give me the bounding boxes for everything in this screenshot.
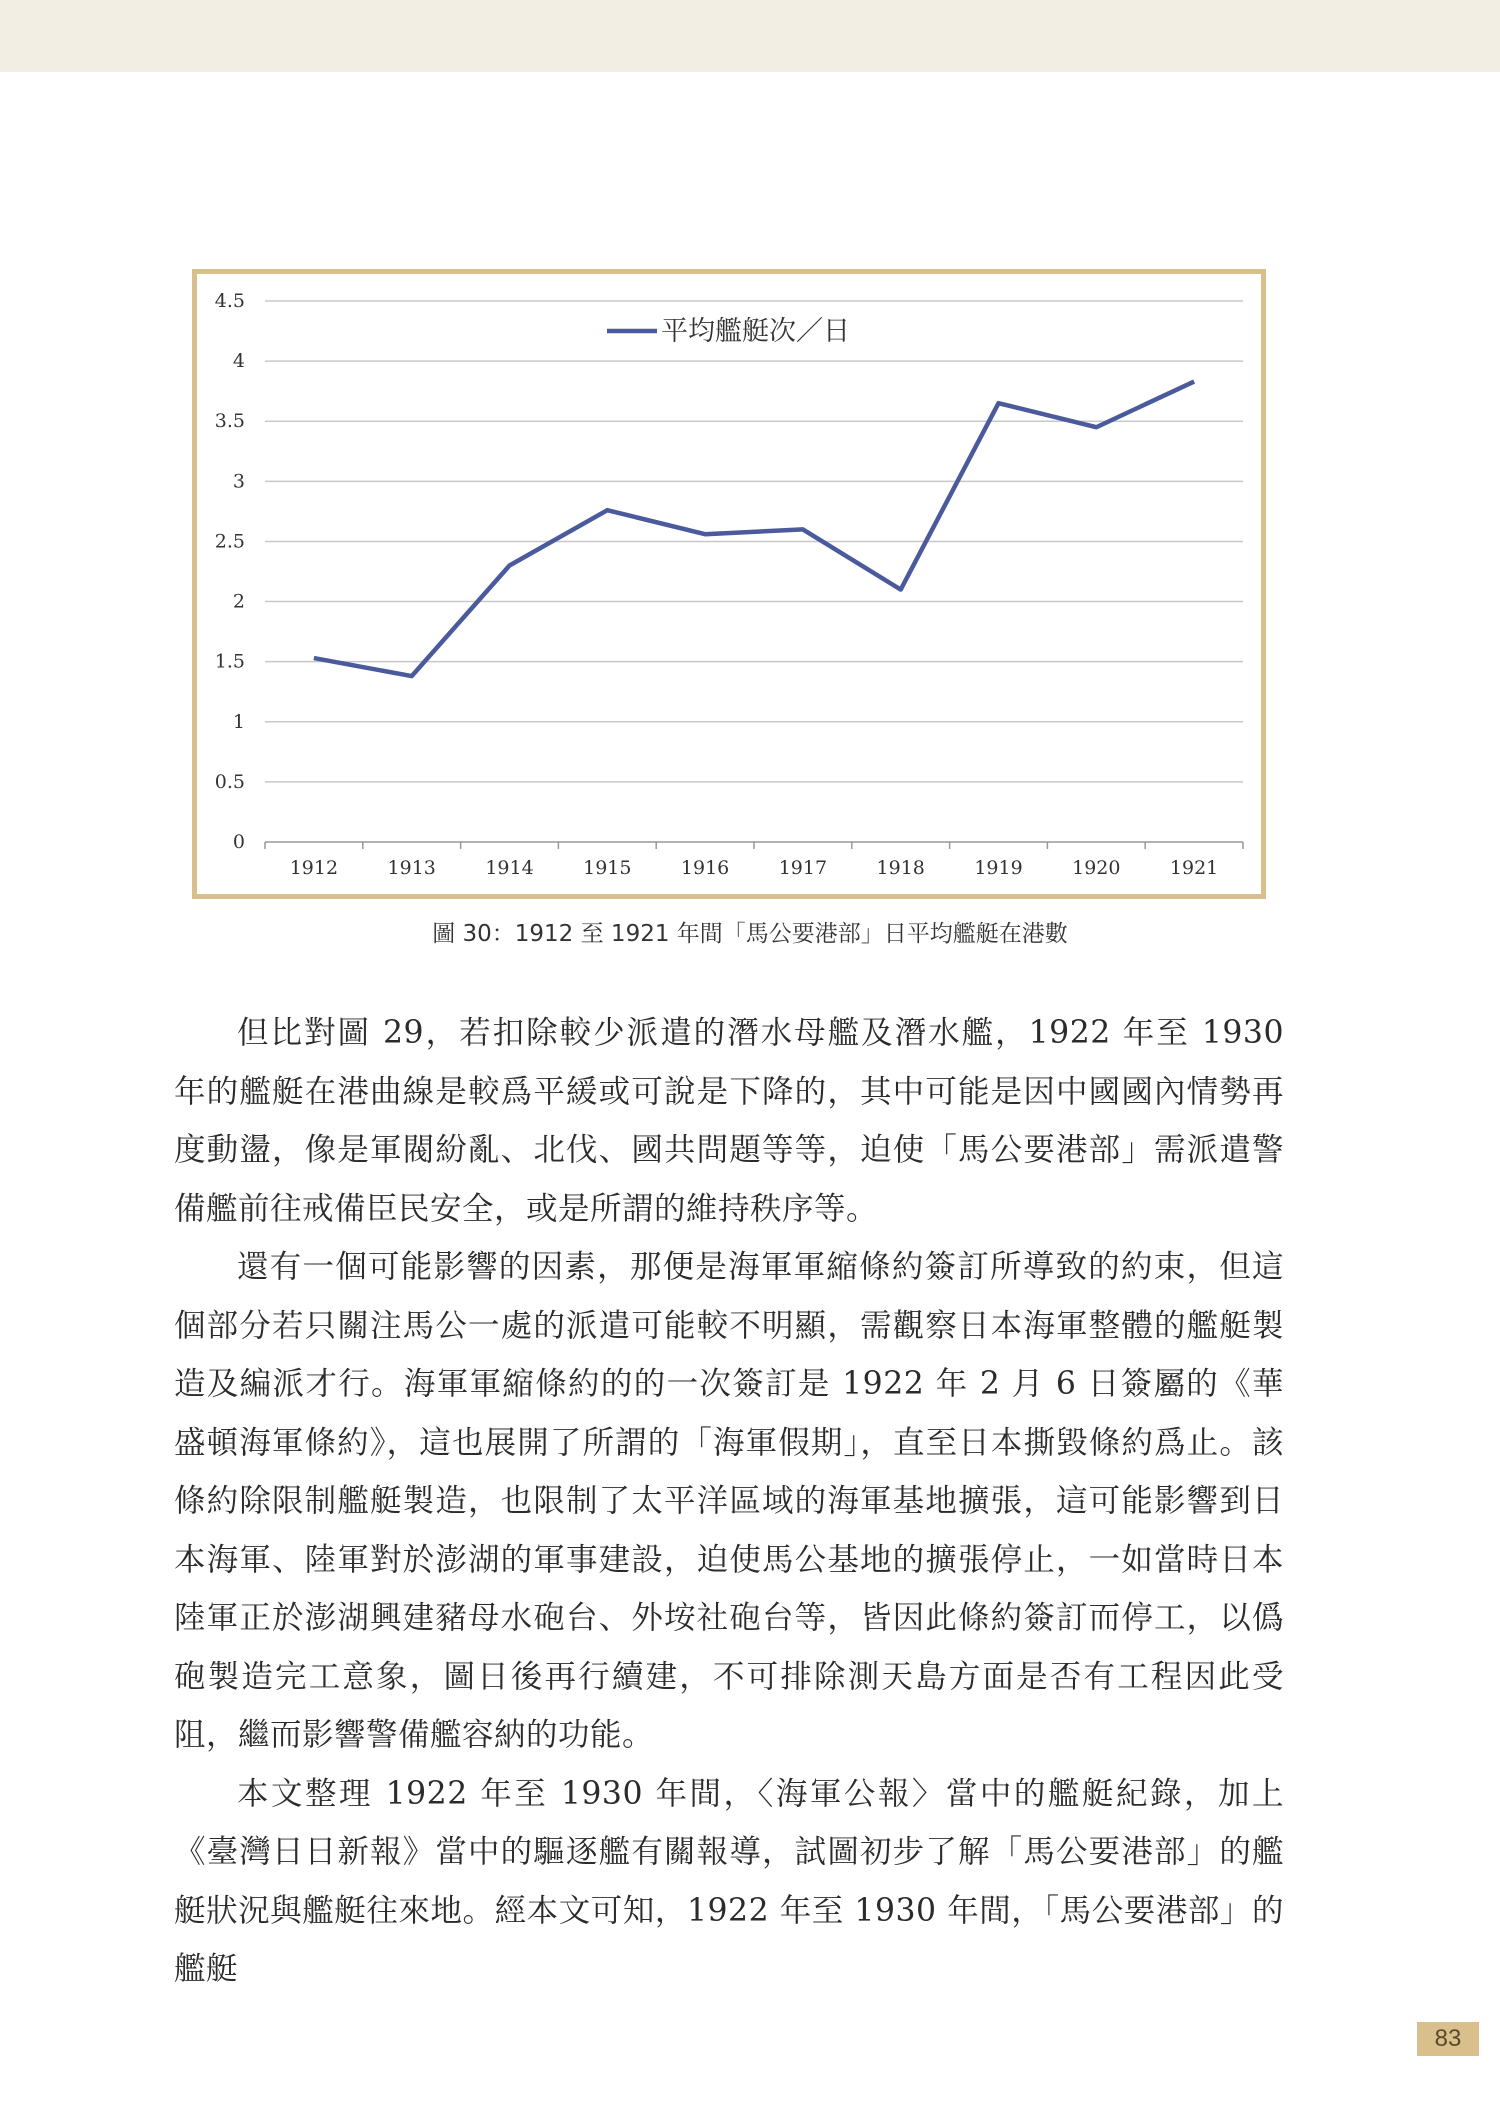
figure-caption: 圖 30：1912 至 1921 年間「馬公要港部」日平均艦艇在港數	[432, 921, 1068, 947]
chart-canvas	[197, 274, 1261, 894]
x-tick-label: 1920	[1072, 857, 1121, 879]
y-tick-label: 2	[232, 590, 245, 613]
x-tick-label: 1915	[583, 857, 632, 879]
y-tick-label: 1	[232, 710, 245, 733]
x-tick-label: 1921	[1169, 857, 1219, 879]
legend-label: 平均艦艇次／日	[661, 316, 850, 347]
x-tick-label: 1916	[680, 857, 730, 879]
y-tick-label: 0.5	[214, 770, 245, 793]
body-text	[174, 1004, 1284, 1999]
page-number: 83	[1417, 2022, 1479, 2056]
page-header-band	[0, 0, 1500, 72]
y-tick-label: 4	[232, 350, 245, 373]
y-tick-label: 3	[232, 470, 245, 493]
y-tick-label: 3.5	[214, 410, 245, 433]
y-tick-label: 1.5	[214, 650, 245, 673]
y-tick-label: 0	[232, 831, 245, 853]
paragraph: 但比對圖 29，若扣除較少派遣的潛水母艦及潛水艦，1922 年至 1930 年的艦艇在港曲線是較爲平緩或可說是下降的，其中可能是因中國國內情勢再度動盪，像是軍閥紛亂、北伐、國共問題等等，迫使「馬公要港部」需派遣警備艦前往戒備臣民安全，或是所謂的維持秩序等。	[174, 1015, 1284, 1227]
x-tick-label: 1913	[387, 857, 436, 879]
y-tick-label: 2.5	[214, 530, 245, 553]
x-tick-label: 1917	[778, 857, 828, 879]
paragraph: 還有一個可能影響的因素，那便是海軍軍縮條約簽訂所導致的約束，但這個部分若只關注馬公一處的派遣可能較不明顯，需觀察日本海軍整體的艦艇製造及編派才行。海軍軍縮條約的的一次簽訂是 1922 年 2 月 6 日簽屬的《華盛頓海軍條約》，這也展開了所謂的「海軍假期」，直至日本撕毀條約爲止。該條約除限制艦艇製造，也限制了太平洋區域的海軍基地擴張，這可能影響到日本海軍、陸軍對於澎湖的軍事建設，迫使馬公基地的擴張停止，一如當時日本陸軍正於澎湖興建豬母水砲台、外垵社砲台等，皆因此條約簽訂而停工，以僞砲製造完工意象，圖日後再行續建，不可排除測天島方面是否有工程因此受阻，繼而影響警備艦容納的功能。	[174, 1249, 1284, 1753]
line-chart	[192, 269, 1266, 899]
y-tick-label: 4.5	[214, 290, 245, 312]
x-tick-label: 1918	[876, 857, 925, 879]
series-line	[314, 382, 1194, 677]
x-tick-label: 1919	[974, 857, 1023, 879]
x-tick-label: 1914	[485, 857, 534, 879]
x-tick-label: 1912	[289, 857, 339, 879]
paragraph: 本文整理 1922 年至 1930 年間，〈海軍公報〉當中的艦艇紀錄，加上《臺灣日日新報》當中的驅逐艦有關報導，試圖初步了解「馬公要港部」的艦艇狀況與艦艇往來地。經本文可知，1922 年至 1930 年間，「馬公要港部」的艦艇	[174, 1775, 1284, 1987]
